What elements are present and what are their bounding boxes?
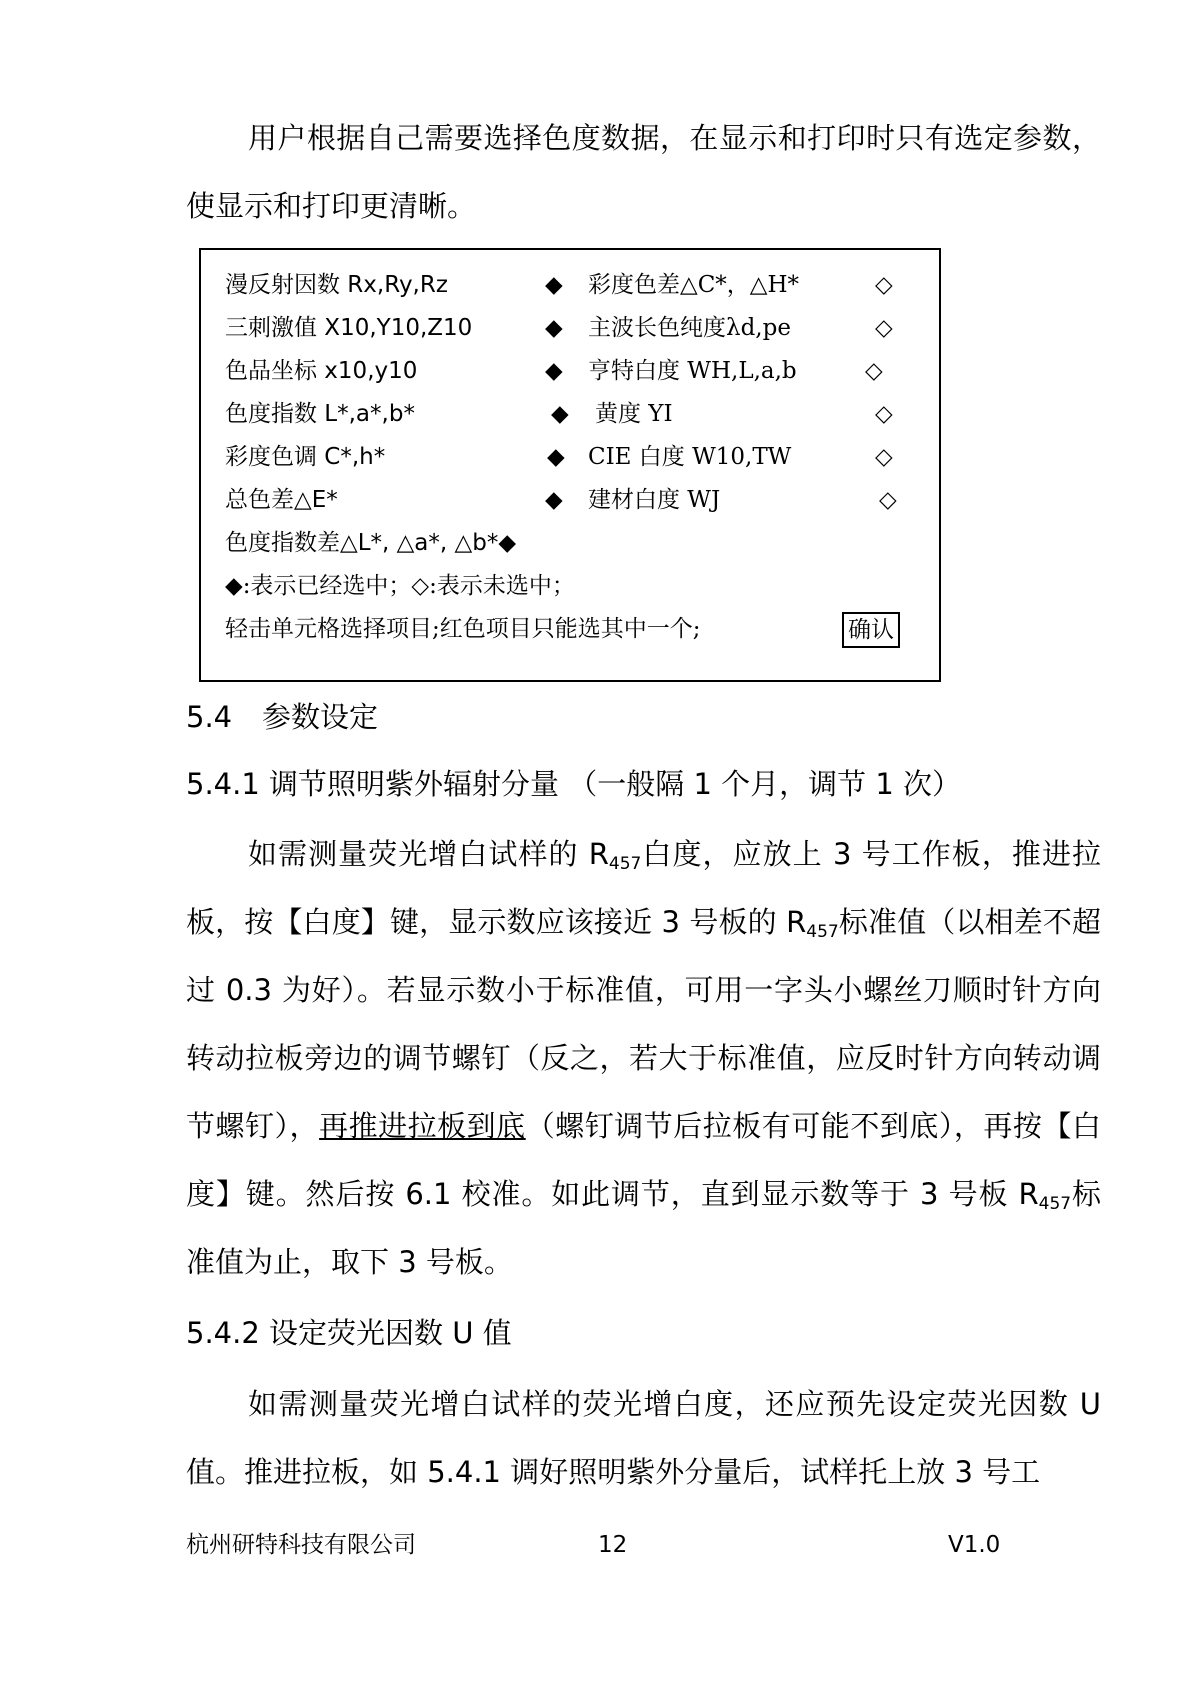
option-cie-whiteness[interactable]: CIE 白度 W10,TW — [588, 444, 792, 470]
section-number: 5.4 — [186, 700, 233, 734]
unselected-marker[interactable]: ◇ — [875, 315, 893, 341]
uv-adjustment-paragraph — [186, 820, 1101, 1296]
option-row — [225, 440, 925, 474]
unselected-marker[interactable]: ◇ — [875, 401, 893, 427]
unselected-marker[interactable]: ◇ — [875, 444, 893, 470]
confirm-button[interactable]: 确认 — [842, 612, 900, 648]
intro-paragraph: 用户根据自己需要选择色度数据，在显示和打印时只有选定参数，使显示和打印更清晰。 — [186, 121, 1101, 223]
footer-page-number: 12 — [598, 1532, 628, 1558]
option-chromaticity-coordinates[interactable]: 色品坐标 x10,y10 — [225, 358, 418, 384]
option-chroma-difference[interactable]: 彩度色差△C*，△H* — [588, 272, 800, 298]
option-yellowness[interactable]: 黄度 YI — [595, 401, 673, 427]
text-run: 如需测量荧光增白试样的 R — [248, 837, 609, 871]
chromaticity-selection-panel — [199, 248, 941, 682]
option-chroma-hue[interactable]: 彩度色调 C*,h* — [225, 444, 386, 470]
option-row — [225, 397, 925, 431]
instruction-text: 轻击单元格选择项目;红色项目只能选其中一个; — [225, 616, 701, 642]
option-row — [225, 311, 925, 345]
selected-marker[interactable]: ◆ — [545, 487, 563, 513]
selected-marker[interactable]: ◆ — [545, 272, 563, 298]
option-row — [225, 354, 925, 388]
text-run: （螺钉调节后拉板有可能不到底），再按【白度】键。然后按 6.1 校准。如此调节，直到显示数等于 3 号板 R — [186, 1109, 1101, 1211]
section-heading-5-4-1: 5.4.1 调节照明紫外辐射分量 （一般隔 1 个月，调节 1 次） — [186, 767, 962, 801]
instruction-row — [225, 612, 925, 646]
unselected-marker[interactable]: ◇ — [879, 487, 897, 513]
option-row — [225, 268, 925, 302]
subscript: 457 — [806, 922, 839, 942]
selected-marker[interactable]: ◆ — [545, 358, 563, 384]
option-tristimulus[interactable]: 三刺激值 X10,Y10,Z10 — [225, 315, 473, 341]
option-hunter-whiteness[interactable]: 亨特白度 WH,L,a,b — [588, 358, 797, 384]
footer-version: V1.0 — [948, 1532, 1001, 1558]
section-heading-5-4 — [186, 697, 378, 737]
option-color-index-difference[interactable] — [225, 526, 516, 560]
selected-marker[interactable]: ◆ — [547, 444, 565, 470]
text-run: 白度，应放上 3 号工作板，推进拉板，按【白度】键，显示数应该接近 3 号板的 R — [186, 837, 1101, 939]
unselected-marker[interactable]: ◇ — [865, 358, 883, 384]
legend — [225, 569, 575, 603]
footer-company: 杭州研特科技有限公司 — [186, 1532, 416, 1558]
subscript: 457 — [608, 854, 642, 874]
legend-text: ◆:表示已经选中；◇:表示未选中； — [225, 573, 575, 599]
text-run: 标准值为止，取下 3 号板。 — [186, 1177, 1101, 1279]
subscript: 457 — [1038, 1194, 1072, 1214]
section-title: 参数设定 — [262, 700, 379, 734]
section-heading-5-4-2: 5.4.2 设定荧光因数 U 值 — [186, 1316, 512, 1350]
option-color-index[interactable]: 色度指数 L*,a*,b* — [225, 401, 415, 427]
option-building-material-whiteness[interactable]: 建材白度 WJ — [588, 487, 721, 513]
option-total-color-difference[interactable]: 总色差△E* — [225, 487, 338, 513]
option-row — [225, 483, 925, 517]
selected-marker[interactable]: ◆ — [545, 315, 563, 341]
selected-marker[interactable]: ◆ — [551, 401, 569, 427]
underlined-text: 再推进拉板到底 — [319, 1109, 526, 1143]
option-diffuse-reflectance[interactable]: 漫反射因数 Rx,Ry,Rz — [225, 272, 448, 298]
option-dominant-wavelength[interactable]: 主波长色纯度λd,pe — [588, 315, 791, 341]
unselected-marker[interactable]: ◇ — [875, 272, 893, 298]
option-label: 色度指数差△L*, △a*, △b*◆ — [225, 530, 517, 556]
text-run: 标准值（以相差不超过 0.3 为好）。若显示数小于标准值，可用一字头小螺丝刀顺时针方向转动拉板旁边的调节螺钉（反之，若大于标准值，应反时针方向转动调节螺钉）， — [186, 905, 1101, 1143]
fluorescence-factor-paragraph: 如需测量荧光增白试样的荧光增白度，还应预先设定荧光因数 U 值。推进拉板，如 5.4.1 调好照明紫外分量后，试样托上放 3 号工 — [186, 1387, 1101, 1489]
